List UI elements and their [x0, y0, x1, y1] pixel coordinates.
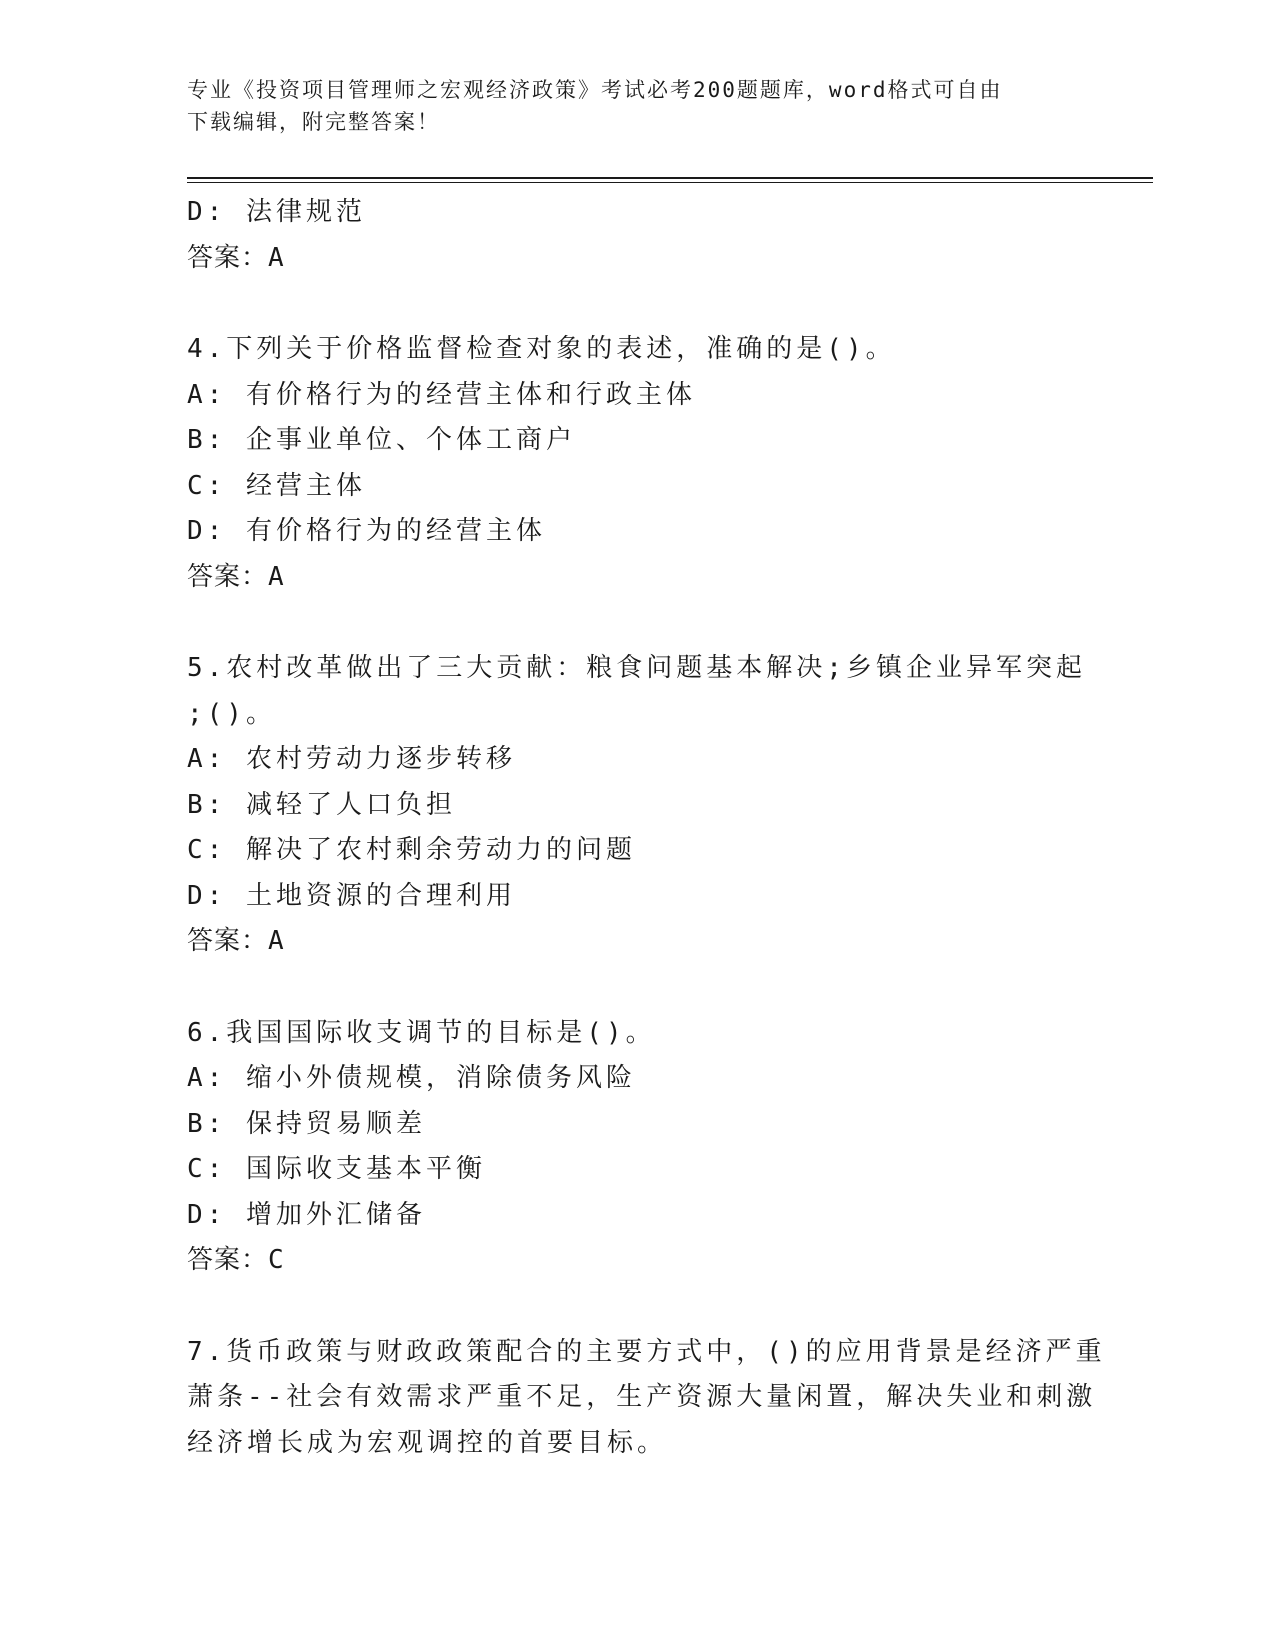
question-7 — [187, 1330, 1106, 1467]
question-stem-cont: 经济增长成为宏观调控的首要目标。 — [187, 1427, 668, 1458]
option-a: A: 农村劳动力逐步转移 — [187, 744, 516, 774]
option-b: B: 保持贸易顺差 — [187, 1108, 426, 1139]
answer-line: 答案：A — [187, 561, 285, 592]
question-stem: 7.货币政策与财政政策配合的主要方式中，()的应用背景是经济严重 — [187, 1336, 1106, 1367]
spacer — [187, 1284, 1087, 1330]
answer-line: 答案：A — [187, 242, 285, 273]
option-b: B: 减轻了人口负担 — [187, 789, 456, 820]
question-stem: 6.我国国际收支调节的目标是()。 — [187, 1017, 656, 1048]
header-line-1: 专业《投资项目管理师之宏观经济政策》考试必考200题题库，word格式可自由 — [187, 78, 1003, 102]
option-d: D: 增加外汇储备 — [187, 1199, 426, 1230]
option-c: C: 国际收支基本平衡 — [187, 1154, 486, 1184]
question-stem: 5.农村改革做出了三大贡献：粮食问题基本解决;乡镇企业异军突起 — [187, 653, 1086, 683]
spacer — [187, 965, 1087, 1011]
option-d: D: 有价格行为的经营主体 — [187, 516, 546, 546]
question-5 — [187, 646, 1087, 965]
option-b: B: 企事业单位、个体工商户 — [187, 425, 576, 455]
option-d: D: 土地资源的合理利用 — [187, 880, 516, 911]
question-stem: 4.下列关于价格监督检查对象的表述，准确的是()。 — [187, 334, 896, 364]
header-line-2: 下载编辑，附完整答案！ — [187, 110, 440, 134]
page-header — [187, 74, 1067, 138]
header-divider-thin — [187, 182, 1153, 183]
question-stem-cont: ;()。 — [187, 698, 276, 729]
prev-question-tail — [187, 190, 1087, 281]
option-a: A: 有价格行为的经营主体和行政主体 — [187, 379, 696, 410]
question-4 — [187, 327, 1087, 600]
option-c: C: 经营主体 — [187, 470, 366, 501]
answer-line: 答案：C — [187, 1245, 285, 1275]
spacer — [187, 600, 1087, 646]
question-6 — [187, 1011, 1087, 1284]
option-a: A: 缩小外债规模，消除债务风险 — [187, 1063, 636, 1093]
question-content — [187, 190, 1106, 1466]
header-divider-thick — [187, 177, 1153, 179]
spacer — [187, 281, 1087, 327]
question-stem-cont: 萧条--社会有效需求严重不足，生产资源大量闲置，解决失业和刺激 — [187, 1382, 1097, 1412]
option-c: C: 解决了农村剩余劳动力的问题 — [187, 835, 636, 865]
option-d: D: 法律规范 — [187, 197, 366, 227]
answer-line: 答案：A — [187, 926, 285, 956]
